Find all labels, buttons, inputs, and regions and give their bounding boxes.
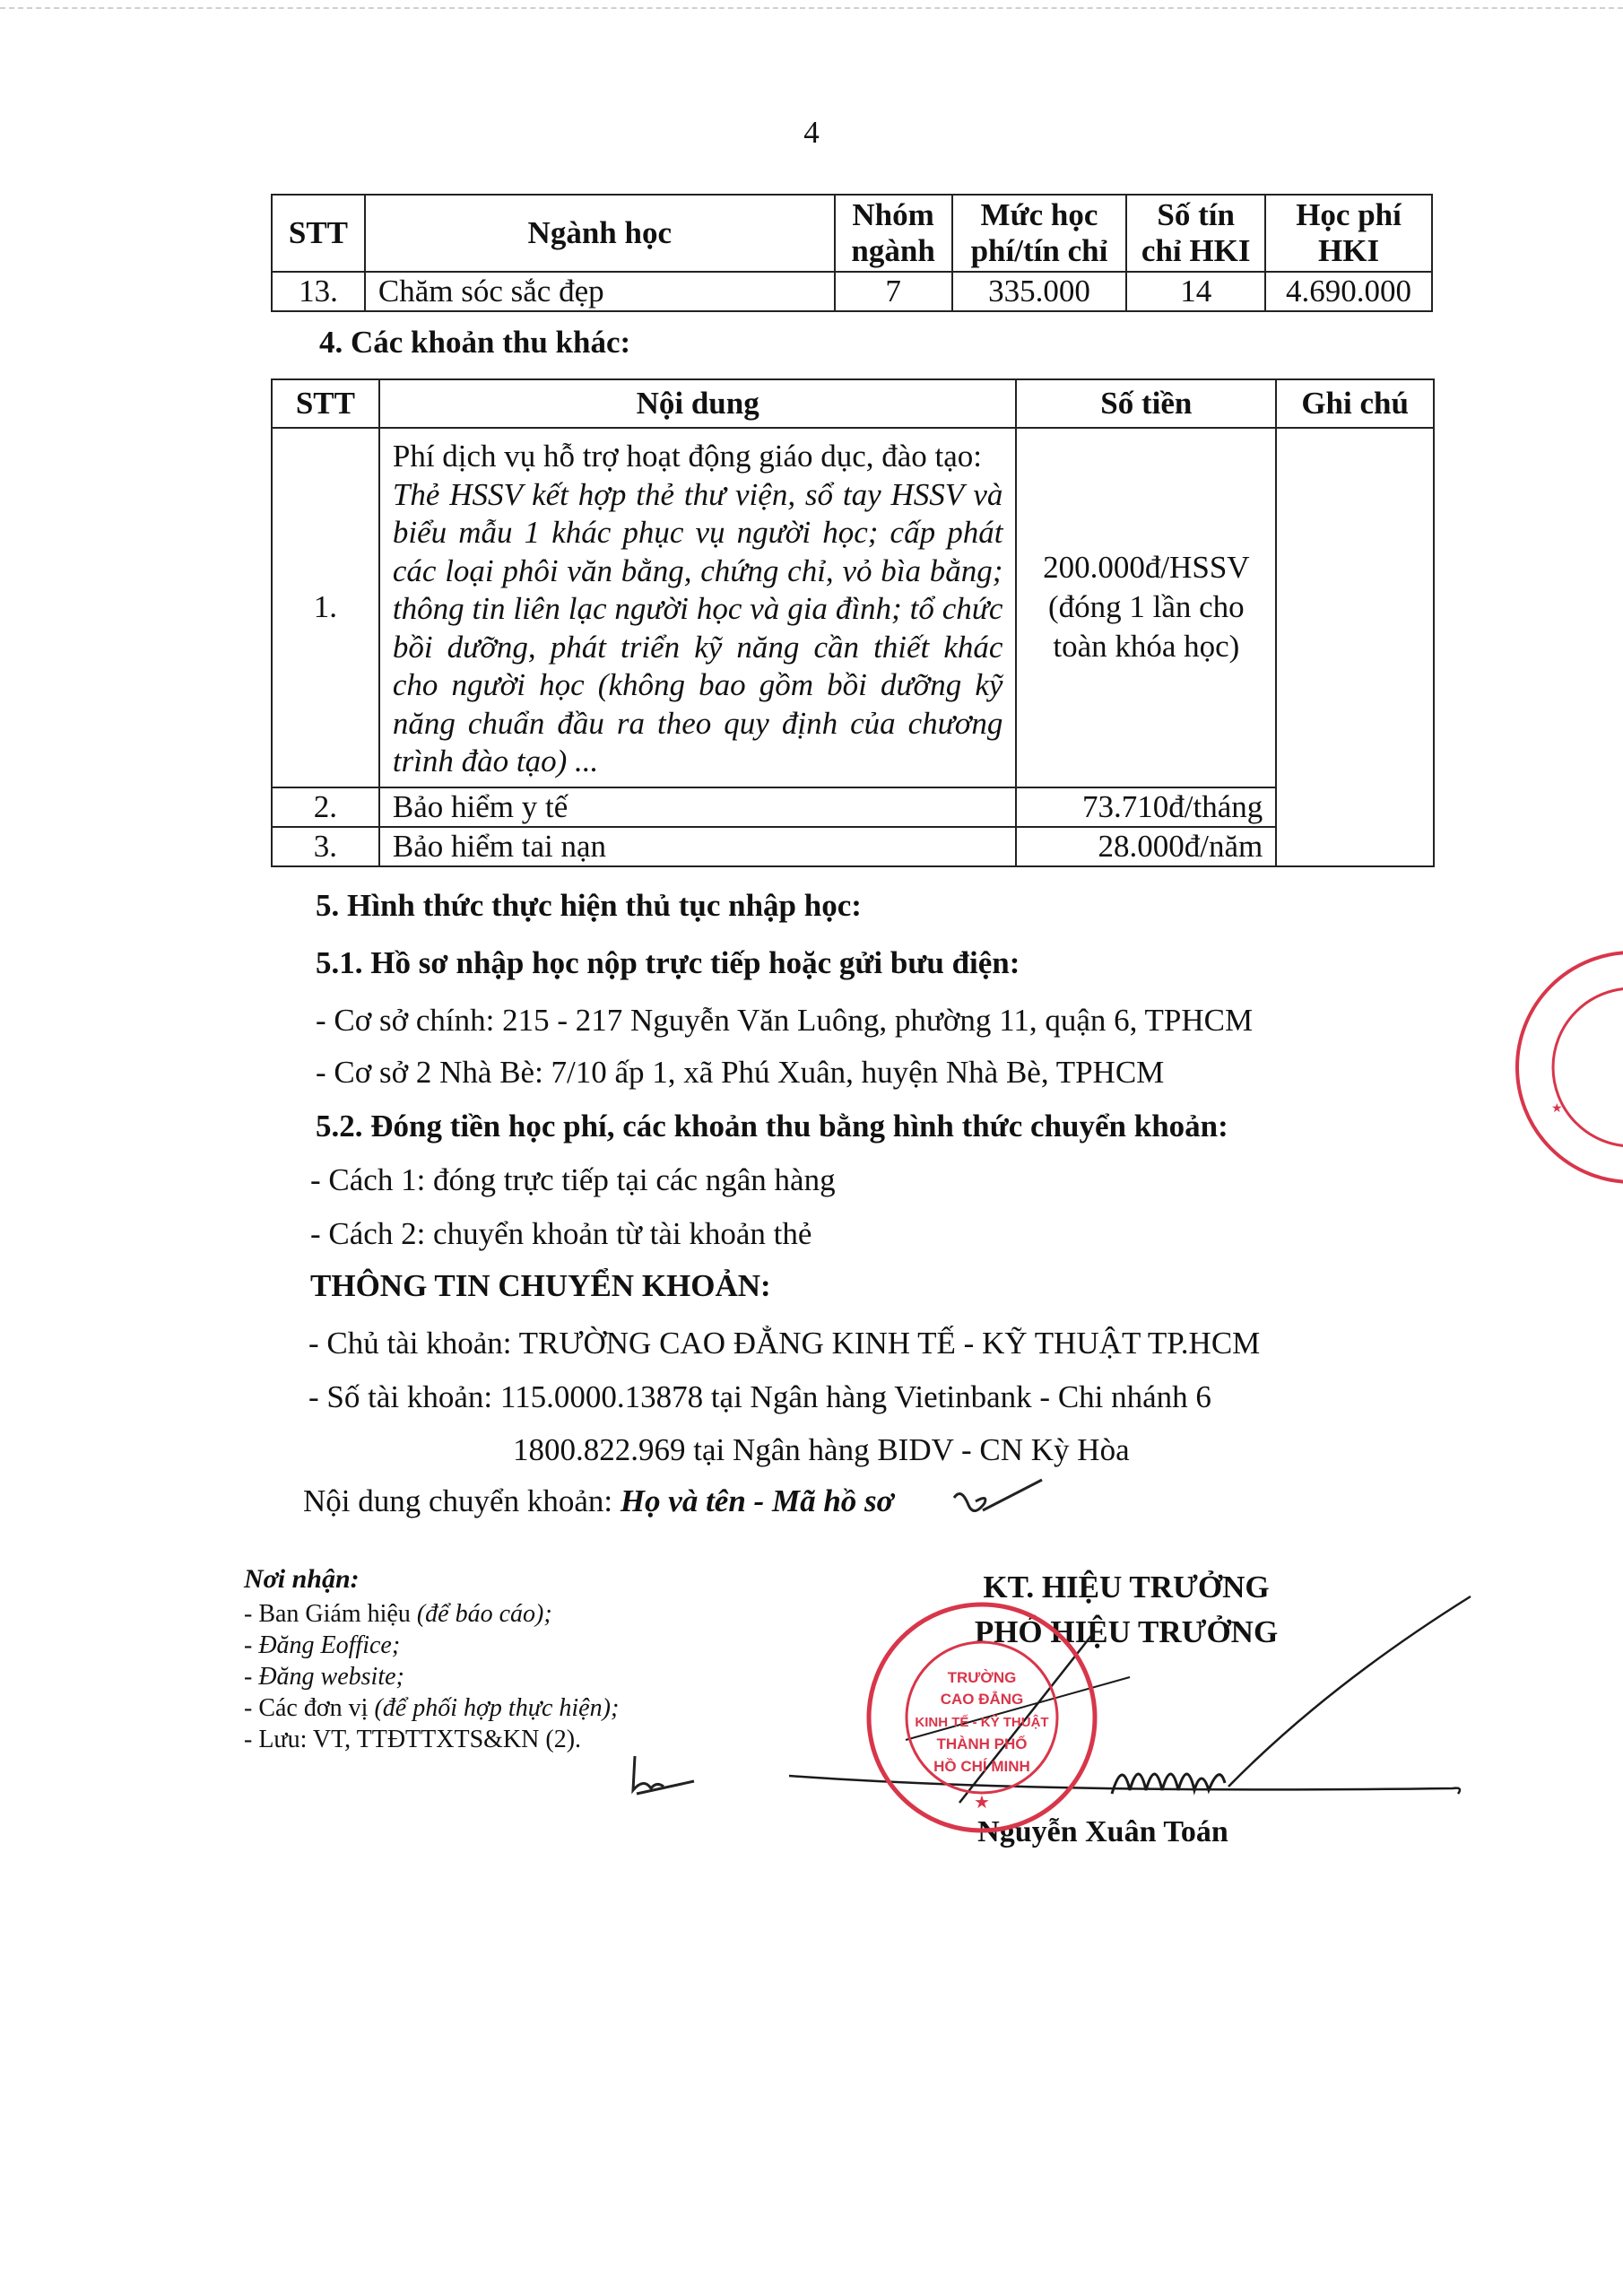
- svg-text:HỒ CHÍ MINH: HỒ CHÍ MINH: [933, 1758, 1030, 1775]
- list-item: - Các đơn vị (để phối hợp thực hiện);: [244, 1694, 620, 1722]
- transfer-info-title: THÔNG TIN CHUYỂN KHOẢN:: [310, 1268, 771, 1303]
- cell-stt: 3.: [272, 827, 379, 866]
- transfer-content-label: Nội dung chuyển khoản:: [303, 1483, 621, 1518]
- fees-header-row: [272, 379, 1434, 428]
- signature-title-1: KT. HIỆU TRƯỞNG: [983, 1570, 1270, 1605]
- header-stt: STT: [272, 379, 379, 428]
- account-number-bidv: 1800.822.969 tại Ngân hàng BIDV - CN Kỳ Hòa: [513, 1432, 1130, 1467]
- cell-amount: 73.710đ/tháng: [1016, 787, 1276, 827]
- section-4-title: 4. Các khoản thu khác:: [319, 325, 631, 360]
- cell-hocphi: 4.690.000: [1265, 272, 1432, 311]
- cell-amount: 200.000đ/HSSV (đóng 1 lần cho toàn khóa học): [1016, 428, 1276, 787]
- list-item: - Đăng Eoffice;: [244, 1631, 401, 1659]
- partial-seal-icon: [1497, 942, 1623, 1202]
- transfer-content: [303, 1483, 893, 1519]
- cell-content: [379, 428, 1017, 787]
- svg-text:THÀNH PHỐ: THÀNH PHỐ: [936, 1735, 1028, 1752]
- cell-stt: 13.: [272, 272, 365, 311]
- account-holder: - Chủ tài khoản: TRƯỜNG CAO ĐẲNG KINH TẾ - KỸ THUẬT TP.HCM: [308, 1326, 1261, 1361]
- cell-muc: 335.000: [952, 272, 1127, 311]
- page-number: 4: [803, 115, 820, 150]
- cell-content: Bảo hiểm tai nạn: [379, 827, 1017, 866]
- table-row: [272, 428, 1434, 787]
- address-campus-2: - Cơ sở 2 Nhà Bè: 7/10 ấp 1, xã Phú Xuân, huyện Nhà Bè, TPHCM: [316, 1055, 1165, 1090]
- header-so-tien: Số tiền: [1016, 379, 1276, 428]
- signature-title-2: PHÓ HIỆU TRƯỞNG: [974, 1614, 1279, 1649]
- content-italic: Thẻ HSSV kết hợp thẻ thư viện, sổ tay HSSV và biểu mẫu 1 khác phục vụ người học; cấp phát các loại phôi văn bằng, chứng chỉ, vỏ bìa bằng; thông tin liên lạc người học và gia đình; tổ chức bồi dưỡng, phát triển kỹ năng cần thiết khác cho người học (không bao gồm bồi dưỡng kỹ năng chuẩn đầu ra theo quy định của chương trình đào tạo) ...: [392, 476, 1003, 778]
- address-main: - Cơ sở chính: 215 - 217 Nguyễn Văn Luông, phường 11, quận 6, TPHCM: [316, 1003, 1254, 1038]
- table-row: [272, 827, 1434, 866]
- tuition-header-row: [272, 195, 1432, 272]
- recipients-title: Nơi nhận:: [244, 1564, 360, 1594]
- cell-sotin: 14: [1126, 272, 1265, 311]
- header-hoc-phi: Học phí HKI: [1265, 195, 1432, 272]
- account-number-vietinbank: - Số tài khoản: 115.0000.13878 tại Ngân hàng Vietinbank - Chi nhánh 6: [308, 1379, 1211, 1414]
- header-ghi-chu: Ghi chú: [1276, 379, 1434, 428]
- header-nganh-hoc: Ngành học: [365, 195, 835, 272]
- svg-text:★: ★: [1551, 1100, 1563, 1115]
- payment-method-2: - Cách 2: chuyển khoản từ tài khoản thẻ: [310, 1216, 812, 1251]
- transfer-content-value: Họ và tên - Mã hồ sơ: [620, 1483, 894, 1518]
- header-muc-hoc-phi: Mức học phí/tín chỉ: [952, 195, 1127, 272]
- svg-text:CAO ĐẲNG: CAO ĐẲNG: [940, 1691, 1024, 1708]
- svg-text:KINH TẾ - KỸ THUẬT: KINH TẾ - KỸ THUẬT: [915, 1715, 1049, 1730]
- table-row: [272, 272, 1432, 311]
- list-item: - Ban Giám hiệu (để báo cáo);: [244, 1600, 552, 1628]
- cell-ghi-chu: [1276, 428, 1434, 866]
- table-row: [272, 787, 1434, 827]
- svg-text:★: ★: [974, 1793, 990, 1813]
- cell-stt: 1.: [272, 428, 379, 787]
- header-nhom-nganh: Nhóm ngành: [835, 195, 952, 272]
- list-item: - Lưu: VT, TTĐTTXTS&KN (2).: [244, 1726, 582, 1753]
- cell-stt: 2.: [272, 787, 379, 827]
- initial-mark-icon: [628, 1749, 699, 1803]
- scan-edge-line: [0, 7, 1623, 9]
- header-stt: STT: [272, 195, 365, 272]
- list-item: - Đăng website;: [244, 1663, 404, 1691]
- content-plain: Phí dịch vụ hỗ trợ hoạt động giáo dục, đào tạo:: [392, 439, 983, 474]
- cell-nganh: Chăm sóc sắc đẹp: [365, 272, 835, 311]
- tuition-table: [271, 194, 1433, 312]
- section-5-1-title: 5.1. Hồ sơ nhập học nộp trực tiếp hoặc gửi bưu điện:: [316, 945, 1020, 980]
- header-so-tin-chi: Số tín chỉ HKI: [1126, 195, 1265, 272]
- payment-method-1: - Cách 1: đóng trực tiếp tại các ngân hàng: [310, 1162, 836, 1197]
- other-fees-table: [271, 378, 1435, 867]
- section-5-2-title: 5.2. Đóng tiền học phí, các khoản thu bằng hình thức chuyển khoản:: [316, 1109, 1228, 1144]
- official-seal-icon: [861, 1596, 1103, 1839]
- cell-amount: 28.000đ/năm: [1016, 827, 1276, 866]
- svg-text:TRƯỜNG: TRƯỜNG: [947, 1669, 1017, 1686]
- section-5-title: 5. Hình thức thực hiện thủ tục nhập học:: [316, 888, 862, 923]
- cell-content: Bảo hiểm y tế: [379, 787, 1017, 827]
- cell-nhom: 7: [835, 272, 952, 311]
- recipients-list: [244, 1598, 619, 1755]
- signatory-name: Nguyễn Xuân Toán: [977, 1815, 1228, 1848]
- initial-mark-icon: [949, 1471, 1047, 1534]
- header-noi-dung: Nội dung: [379, 379, 1017, 428]
